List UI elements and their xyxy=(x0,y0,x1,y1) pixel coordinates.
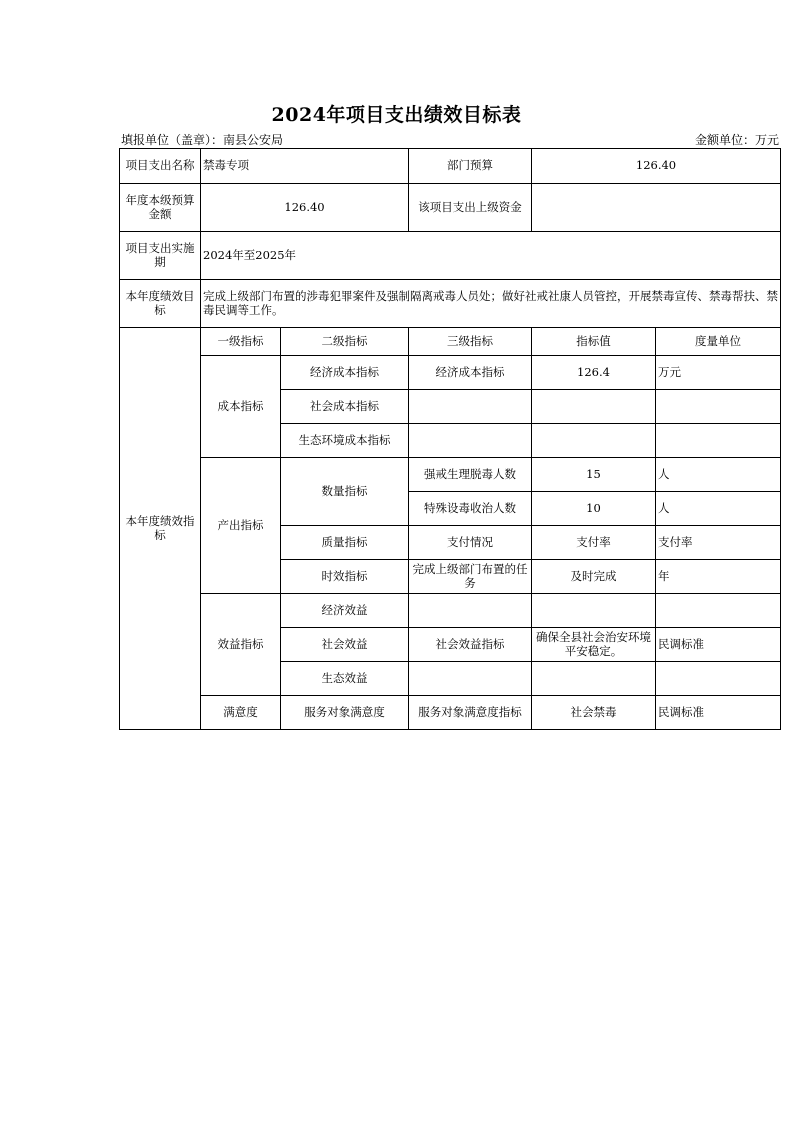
superior-funds-label: 该项目支出上级资金 xyxy=(409,184,532,232)
table-row xyxy=(120,594,781,628)
project-name-value: 禁毒专项 xyxy=(201,149,409,184)
cost-level2: 经济成本指标 xyxy=(281,356,409,390)
col-level2: 二级指标 xyxy=(281,328,409,356)
col-level1: 一级指标 xyxy=(201,328,281,356)
benefit-value xyxy=(532,662,656,696)
quantity-level3: 特殊设毒收治人数 xyxy=(409,492,532,526)
benefit-level2: 经济效益 xyxy=(281,594,409,628)
quantity-value: 10 xyxy=(532,492,656,526)
quantity-unit: 人 xyxy=(656,492,781,526)
quantity-level3: 强戒生理脱毒人数 xyxy=(409,458,532,492)
benefit-unit: 民调标准 xyxy=(656,628,781,662)
project-name-label: 项目支出名称 xyxy=(120,149,201,184)
timeliness-level2: 时效指标 xyxy=(281,560,409,594)
indicator-header-row xyxy=(120,328,781,356)
timeliness-level3: 完成上级部门布置的任务 xyxy=(409,560,532,594)
quality-value: 支付率 xyxy=(532,526,656,560)
quality-level2: 质量指标 xyxy=(281,526,409,560)
col-level3: 三级指标 xyxy=(409,328,532,356)
satisfaction-level2: 服务对象满意度 xyxy=(281,696,409,730)
cost-level1: 成本指标 xyxy=(201,356,281,458)
satisfaction-value: 社会禁毒 xyxy=(532,696,656,730)
benefit-value: 确保全县社会治安环境平安稳定。 xyxy=(532,628,656,662)
col-value: 指标值 xyxy=(532,328,656,356)
cost-unit xyxy=(656,390,781,424)
benefit-level3 xyxy=(409,594,532,628)
period-label: 项目支出实施期 xyxy=(120,232,201,280)
dept-budget-value: 126.40 xyxy=(532,149,781,184)
performance-goal-table xyxy=(119,148,781,730)
cost-unit xyxy=(656,424,781,458)
benefit-unit xyxy=(656,594,781,628)
quality-unit: 支付率 xyxy=(656,526,781,560)
benefit-level2: 社会效益 xyxy=(281,628,409,662)
goal-value: 完成上级部门布置的涉毒犯罪案件及强制隔离戒毒人员处；做好社戒社康人员管控，开展禁毒宣传、禁毒帮扶、禁毒民调等工作。 xyxy=(201,280,781,328)
benefit-value xyxy=(532,594,656,628)
timeliness-value: 及时完成 xyxy=(532,560,656,594)
benefit-level3: 社会效益指标 xyxy=(409,628,532,662)
amount-unit: 金额单位：万元 xyxy=(694,133,779,147)
annual-budget-label: 年度本级预算金额 xyxy=(120,184,201,232)
cost-value: 126.4 xyxy=(532,356,656,390)
page-title: 2024年项目支出绩效目标表 xyxy=(271,104,522,126)
cost-value xyxy=(532,390,656,424)
project-name-row xyxy=(120,149,781,184)
goal-label: 本年度绩效目标 xyxy=(120,280,201,328)
annual-budget-row xyxy=(120,184,781,232)
reporting-unit: 填报单位（盖章）：南县公安局 xyxy=(121,133,284,147)
superior-funds-value xyxy=(532,184,781,232)
cost-level3 xyxy=(409,390,532,424)
table-row xyxy=(120,696,781,730)
benefit-level1: 效益指标 xyxy=(201,594,281,696)
col-unit: 度量单位 xyxy=(656,328,781,356)
timeliness-unit: 年 xyxy=(656,560,781,594)
table-row xyxy=(120,356,781,390)
quantity-unit: 人 xyxy=(656,458,781,492)
satisfaction-level3: 服务对象满意度指标 xyxy=(409,696,532,730)
goal-row xyxy=(120,280,781,328)
cost-unit: 万元 xyxy=(656,356,781,390)
quality-level3: 支付情况 xyxy=(409,526,532,560)
indicator-section-label: 本年度绩效指标 xyxy=(120,328,201,730)
benefit-level3 xyxy=(409,662,532,696)
period-value: 2024年至2025年 xyxy=(201,232,781,280)
cost-level2: 生态环境成本指标 xyxy=(281,424,409,458)
period-row xyxy=(120,232,781,280)
annual-budget-value: 126.40 xyxy=(201,184,409,232)
cost-level3: 经济成本指标 xyxy=(409,356,532,390)
quantity-level2: 数量指标 xyxy=(281,458,409,526)
cost-level3 xyxy=(409,424,532,458)
satisfaction-level1: 满意度 xyxy=(201,696,281,730)
output-level1: 产出指标 xyxy=(201,458,281,594)
benefit-unit xyxy=(656,662,781,696)
dept-budget-label: 部门预算 xyxy=(409,149,532,184)
satisfaction-unit: 民调标准 xyxy=(656,696,781,730)
quantity-value: 15 xyxy=(532,458,656,492)
benefit-level2: 生态效益 xyxy=(281,662,409,696)
cost-level2: 社会成本指标 xyxy=(281,390,409,424)
table-row xyxy=(120,458,781,492)
cost-value xyxy=(532,424,656,458)
